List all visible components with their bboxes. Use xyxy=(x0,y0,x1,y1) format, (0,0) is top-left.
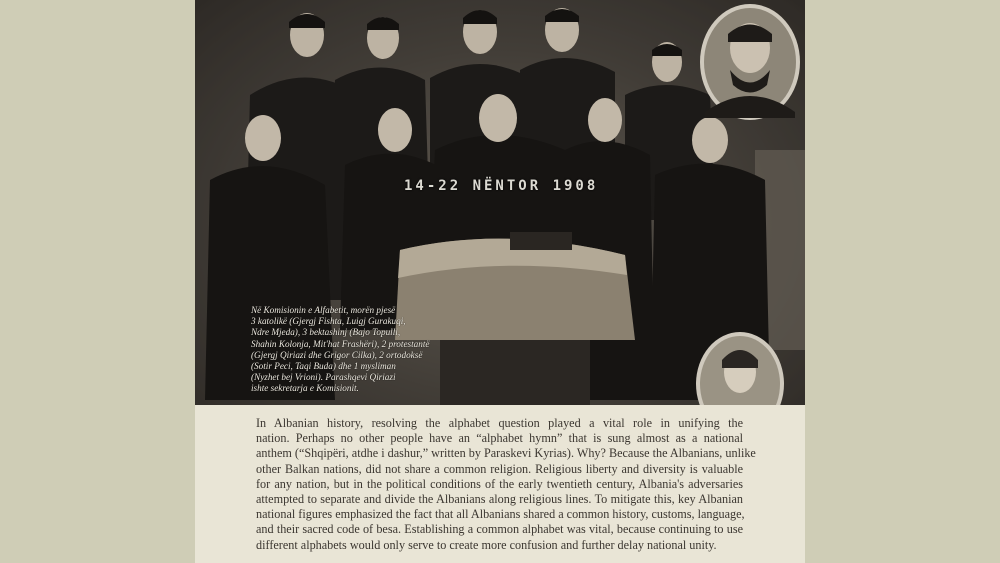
body-line: and their sacred code of besa. Establishing a common alphabet was vital, because continuing to use xyxy=(256,522,743,537)
caption-line: (Sotir Peci, Taqi Buda) dhe 1 mysliman xyxy=(251,361,396,372)
body-line: other Balkan nations, did not share a common religion. Religious liberty and diversity is valuable xyxy=(256,461,743,476)
caption-line: ishte sekretarja e Komisionit. xyxy=(251,383,359,394)
caption-line: (Nyzhet bej Vrioni). Parashqevi Qiriazi xyxy=(251,372,396,383)
caption-line: Në Komisionin e Alfabetit, morën pjesë xyxy=(251,305,396,315)
caption-line: Shahin Kolonja, Mit'hat Frashëri), 2 protestantë xyxy=(251,338,430,349)
caption-line: Ndre Mjeda), 3 bektashinj (Bajo Topulli, xyxy=(251,327,401,338)
body-line: different alphabets would only serve to create more confusion and further delay national unity. xyxy=(256,537,717,552)
caption-line: 3 katolikë (Gjergj Fishta, Luigj Gurakuqi, xyxy=(251,316,406,327)
body-line: national figures emphasized the fact that all Albanians shared a common history, customs, language, xyxy=(256,507,745,522)
body-line: for any nation, but in the political conditions of the early twentieth century, Albania's adversaries xyxy=(256,476,743,491)
date-banner: 14-22 NËNTOR 1908 xyxy=(404,178,599,194)
body-paragraph xyxy=(256,416,756,553)
body-line: nation. Perhaps no other people have an “alphabet hymn” that is sung almost as a national xyxy=(256,431,743,446)
photo-caption xyxy=(251,305,431,395)
caption-line: (Gjergj Qiriazi dhe Grigor Cilka), 2 ortodoksë xyxy=(251,349,423,360)
body-line: anthem (“Shqipëri, atdhe i dashur,” written by Paraskevi Kyrias). Why? Because the Albanians, unlike xyxy=(256,446,756,461)
body-line: In Albanian history, resolving the alphabet question played a vital role in unifying the xyxy=(256,416,743,430)
body-line: attempted to separate and divide the Albanians along religious lines. To mitigate this, key Albanian xyxy=(256,492,743,507)
